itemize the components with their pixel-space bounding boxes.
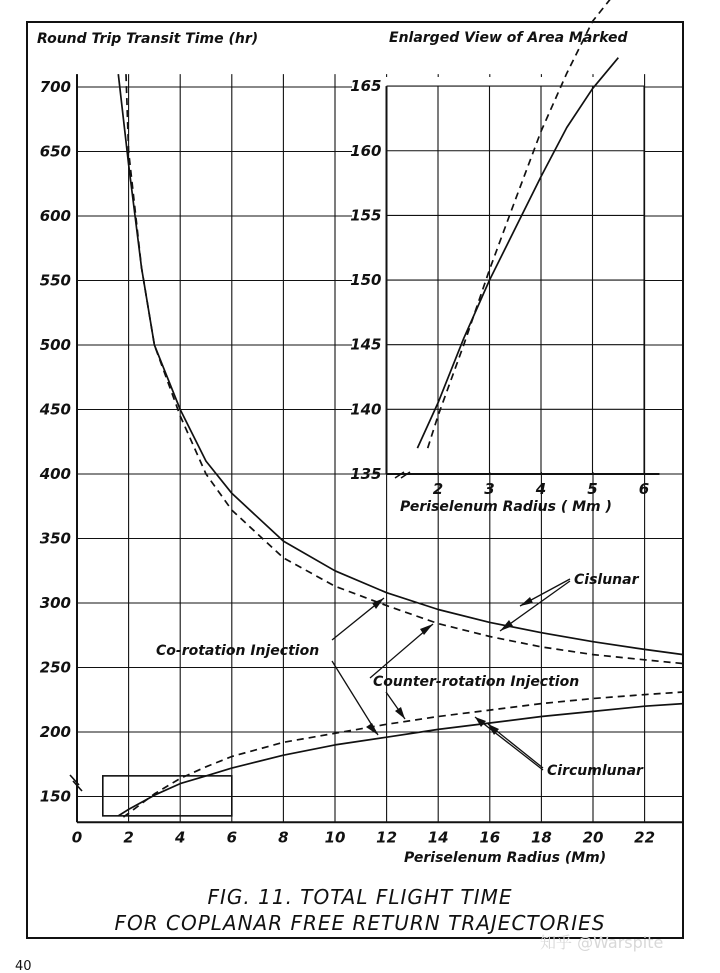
main-y-tick-label: 700 bbox=[39, 78, 71, 96]
inset-y-tick-label: 150 bbox=[350, 271, 382, 290]
main-y-tick-label: 550 bbox=[39, 271, 71, 290]
circumlunar-label: Circumlunar bbox=[547, 763, 643, 779]
main-y-tick-label: 250 bbox=[39, 658, 71, 677]
circumlunar-arrow-dashed bbox=[475, 717, 543, 770]
main-y-tick-label: 650 bbox=[39, 142, 71, 161]
inset-x-tick-label: 3 bbox=[484, 480, 495, 498]
inset-x-tick-label: 4 bbox=[535, 480, 547, 498]
arrowhead bbox=[366, 723, 378, 735]
arrowhead bbox=[475, 717, 486, 727]
inset-y-tick-label: 140 bbox=[350, 400, 382, 419]
co-rotation-label: Co-rotation Injection bbox=[156, 643, 320, 659]
main-y-axis-label: Round Trip Transit Time (hr) bbox=[37, 31, 259, 47]
main-y-tick-label: 200 bbox=[39, 723, 71, 741]
caption-line-2: FOR COPLANAR FREE RETURN TRAJECTORIES bbox=[114, 911, 606, 935]
arrowhead bbox=[395, 707, 405, 719]
inset-title: Enlarged View of Area Marked bbox=[389, 30, 628, 46]
counter-rotation-label: Counter-rotation Injection bbox=[373, 674, 580, 690]
inset-y-tick-label: 145 bbox=[350, 335, 382, 354]
main-y-tick-label: 350 bbox=[39, 529, 71, 548]
main-y-tick-label: 150 bbox=[39, 787, 71, 806]
main-x-tick-label: 2 bbox=[123, 828, 134, 847]
watermark: 知乎 @Warspite bbox=[540, 933, 664, 952]
main-x-tick-label: 6 bbox=[226, 828, 238, 847]
main-x-tick-label: 12 bbox=[376, 828, 398, 847]
caption-line-1: FIG. 11. TOTAL FLIGHT TIME bbox=[207, 885, 513, 909]
axis-break-marks bbox=[70, 472, 410, 791]
main-x-tick-label: 16 bbox=[479, 828, 501, 847]
annotation-arrowheads bbox=[366, 597, 533, 735]
main-x-tick-label: 18 bbox=[530, 828, 552, 847]
main-y-tick-label: 300 bbox=[39, 594, 71, 612]
inset-y-tick-label: 165 bbox=[350, 77, 382, 96]
main-y-tick-label: 400 bbox=[39, 465, 71, 483]
main-y-tick-label: 600 bbox=[39, 207, 71, 225]
inset-x-axis-label: Periselenum Radius ( Mm ) bbox=[400, 499, 612, 515]
main-y-tick-label: 500 bbox=[39, 336, 71, 354]
marked-area-box bbox=[103, 776, 232, 816]
arrowhead bbox=[520, 597, 533, 606]
page-number: 40 bbox=[15, 959, 32, 973]
cislunar-label: Cislunar bbox=[574, 572, 639, 588]
main-x-axis-label: Periselenum Radius (Mm) bbox=[404, 850, 607, 866]
main-series-line-3 bbox=[118, 704, 683, 816]
inset-y-tick-label: 155 bbox=[350, 206, 382, 225]
inset-x-tick-label: 6 bbox=[638, 480, 650, 498]
main-x-tick-label: 10 bbox=[324, 828, 346, 847]
main-x-tick-label: 20 bbox=[582, 828, 604, 847]
main-y-tick-label: 450 bbox=[39, 400, 71, 419]
inset-x-tick-label: 5 bbox=[587, 480, 598, 498]
main-x-tick-label: 22 bbox=[634, 828, 656, 847]
inset-x-tick-label: 2 bbox=[432, 480, 444, 498]
main-x-tick-label: 8 bbox=[278, 828, 289, 847]
main-x-tick-label: 4 bbox=[174, 828, 186, 847]
main-x-tick-label: 14 bbox=[427, 828, 449, 847]
main-x-tick-label: 0 bbox=[71, 828, 83, 847]
inset-y-tick-label: 135 bbox=[350, 465, 382, 483]
inset-y-tick-label: 160 bbox=[350, 141, 382, 160]
inset-background bbox=[352, 77, 644, 472]
